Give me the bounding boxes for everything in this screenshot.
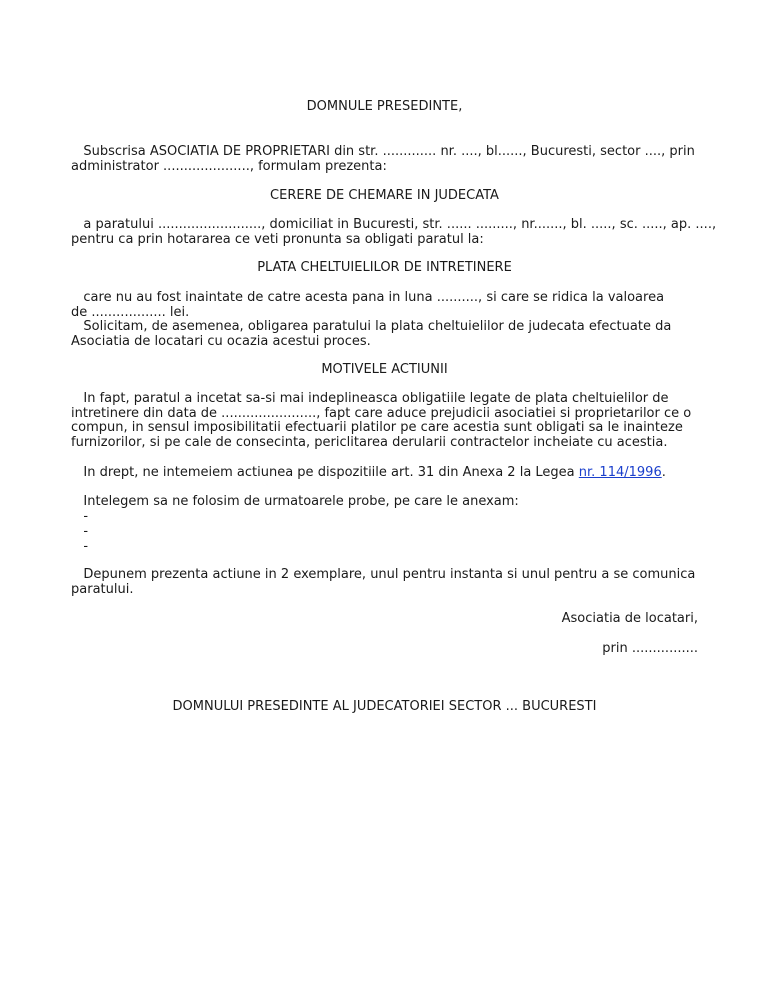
- defendant-line-2: pentru ca prin hotararea ce veti pronunta sa obligati paratul la:: [71, 231, 484, 247]
- evidence-item: -: [71, 539, 89, 554]
- law-link[interactable]: nr. 114/1996: [578, 465, 662, 480]
- intro-line-1: Subscrisa ASOCIATIA DE PROPRIETARI din str. ............. nr. ...., bl......, Bucuresti, sector ...., prin: [71, 144, 695, 159]
- payment-line-1: care nu au fost inaintate de catre acesta pana in luna .........., si care se ridica la valoarea: [71, 290, 665, 305]
- law-suffix: .: [661, 465, 666, 480]
- evidence-intro: Intelegem sa ne folosim de urmatoarele probe, pe care le anexam:: [71, 494, 519, 509]
- document-page: [71, 0, 717, 994]
- closing-line-2: paratului.: [71, 581, 134, 597]
- salutation: DOMNULE PRESEDINTE,: [306, 99, 463, 114]
- heading-payment: PLATA CHELTUIELILOR DE INTRETINERE: [257, 260, 512, 275]
- addressee: DOMNULUI PRESEDINTE AL JUDECATORIEI SECTOR ... BUCURESTI: [172, 699, 597, 714]
- evidence-item: -: [71, 524, 89, 539]
- payment-line-2: de .................. lei.: [71, 304, 190, 320]
- defendant-line-1: a paratului ........................., domiciliat in Bucuresti, str. ...... ........., nr......., bl. ....., sc. ....., ap. ....,: [71, 217, 717, 232]
- closing-line-1: Depunem prezenta actiune in 2 exemplare, unul pentru instanta si unul pentru a se comunica: [71, 567, 696, 582]
- law-paragraph: [71, 466, 666, 481]
- facts-line-2: intretinere din data de ......................., fapt care aduce prejudicii asociatiei si proprietarilor ce o: [71, 405, 692, 421]
- payment-line-3: Solicitam, de asemenea, obligarea paratului la plata cheltuielilor de judecata efectuate da: [71, 319, 672, 335]
- payment-line-4: Asociatia de locatari cu ocazia acestui proces.: [71, 333, 371, 349]
- heading-reasons: MOTIVELE ACTIUNII: [321, 362, 448, 377]
- facts-line-4: furnizorilor, si pe cale de consecinta, periclitarea derularii contractelor incheiate cu acestia.: [71, 434, 668, 450]
- heading-request: CERERE DE CHEMARE IN JUDECATA: [270, 188, 499, 203]
- facts-line-1: In fapt, paratul a incetat sa-si mai indeplineasca obligatiile legate de plata cheltuielilor de: [71, 391, 669, 406]
- intro-line-2: administrator ....................., formulam prezenta:: [71, 158, 387, 174]
- facts-line-3: compun, in sensul imposibilitatii efectuarii platilor pe care acestia sunt obligati sa le inainteze: [71, 420, 683, 436]
- signature-by: prin ................: [602, 641, 698, 656]
- evidence-item: -: [71, 509, 89, 524]
- law-text: In drept, ne intemeiem actiunea pe dispozitiile art. 31 din Anexa 2 la Legea: [71, 465, 579, 480]
- signature-org: Asociatia de locatari,: [561, 611, 698, 626]
